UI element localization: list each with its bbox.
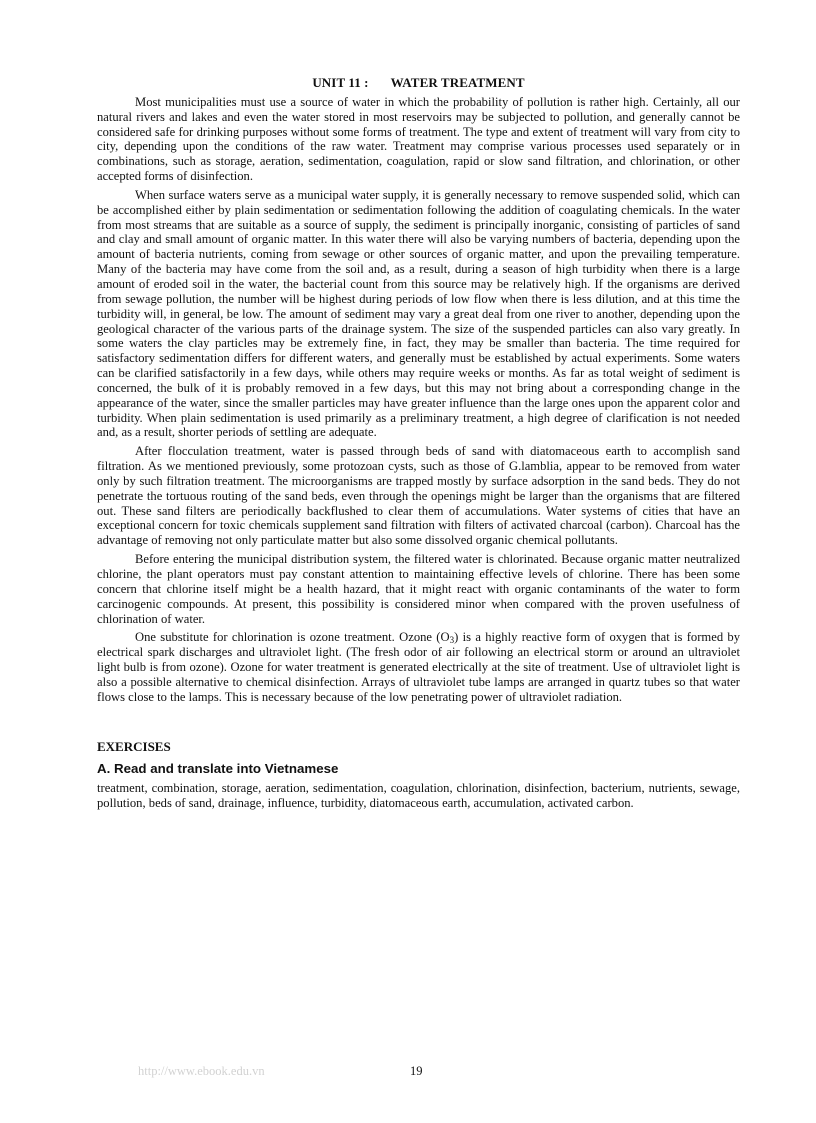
exercise-a-title: A. Read and translate into Vietnamese (97, 761, 339, 777)
paragraph-2: When surface waters serve as a municipal water supply, it is generally necessary to remove suspended solid, which can be accomplished either by plain sedimentation or sedimentation following the addition of coagulating chemicals. In the water from most streams that are suitable as a source of supply, the sediment is principally inorganic, consisting of particles of sand and clay and small amount of organic matter. In this water there will also be varying numbers of bacteria, depending upon the amount of bacteria nutrients, coming from sewage or other sources of organic matter, and upon the prevailing temperature. Many of the bacteria may have come from the soil and, as a result, during a season of high turbidity when there is a large amount of eroded soil in the water, the bacterial count from this source may be relatively high. If the organisms are derived from sewage pollution, the number will be highest during periods of low flow when there is less dilution, and at this time the turbidity will, in general, be low. The amount of sediment may vary a great deal from one river to another, depending upon the geological character of the various parts of the drainage system. The size of the suspended particles can also vary greatly. In some waters the clay particles may be extremely fine, in fact, they may be smaller than bacteria. The time required for satisfactory sedimentation differs for different waters, and generally must be established by actual experiments. Some waters can be clarified satisfactorily in a few days, while others may require weeks or months. As far as total weight of sediment is concerned, the bulk of it is probably removed in a few days, but this may not bring about a corresponding change in the appearance of the water, since the smaller particles may have greater influence than the large ones upon the apparent color and turbidity. When plain sedimentation is used primarily as a preliminary treatment, a high degree of clarification is not needed and, as a result, shorter periods of settling are adequate. (97, 187, 740, 440)
document-page (97, 76, 740, 811)
ozone-subscript: 3 (449, 635, 455, 646)
ozone-text-after: ) is a highly reactive form of oxygen that is formed by electrical spark discharges and ultraviolet light. (The fresh odor of air following an electrical storm or around an ultraviolet light bulb is from ozone). Ozone for water treatment is generated electrically at the site of treatment. Use of ultraviolet light is also a possible alternative to chemical disinfection. Arrays of ultraviolet tube lamps are arranged in quartz tubes so that water flows close to the lamps. This is necessary because of the low penetrating power of ultraviolet radiation. (97, 630, 741, 704)
footer-watermark-url: http://www.ebook.edu.vn (138, 1064, 265, 1078)
exercises-heading: EXERCISES (97, 738, 171, 754)
page-number: 19 (410, 1064, 423, 1078)
unit-heading: WATER TREATMENT (390, 75, 525, 90)
ozone-text-before: One substitute for chlorination is ozone treatment. Ozone (O (135, 630, 450, 645)
unit-title (97, 76, 740, 91)
paragraph-1: Most municipalities must use a source of water in which the probability of pollution is rather high. Certainly, all our natural rivers and lakes and even the water stored in most reservoirs may be subjected to pollution, and generally cannot be considered safe for drinking purposes without some forms of treatment. The type and extent of treatment will vary from city to city, depending upon the conditions of the raw water. Treatment may comprise various processes used separately or in combinations, such as storage, aeration, sedimentation, coagulation, rapid or slow sand filtration, and chlorination, or other accepted forms of disinfection. (97, 94, 740, 184)
paragraph-5-ozone (97, 630, 740, 704)
paragraph-3: After flocculation treatment, water is passed through beds of sand with diatomaceous earth to accomplish sand filtration. As we mentioned previously, some protozoan cysts, such as those of G.lamblia, appear to be removed from water only by such filtration treatment. The microorganisms are trapped mostly by surface adsorption in the sand beds. They do not penetrate the tortuous routing of the sand beds, even through the openings might be larger than the organisms that are filtered out. These sand filters are periodically backflushed to clear them of accumulations. Water systems of cities that have an exceptional concern for toxic chemicals supplement sand filtration with filters of activated charcoal (carbon). Charcoal has the advantage of removing not only particulate matter but also some dissolved organic chemical pollutants. (97, 444, 740, 548)
exercise-a-vocabulary: treatment, combination, storage, aeration, sedimentation, coagulation, chlorination, disinfection, bacterium, nutrients, sewage, pollution, beds of sand, drainage, influence, turbidity, diatomaceous earth, accumulation, activated carbon. (97, 781, 740, 811)
paragraph-4: Before entering the municipal distribution system, the filtered water is chlorinated. Because organic matter neutralized chlorine, the plant operators must pay constant attention to maintaining effective levels of chlorine. There has been some concern that chlorine itself might be a health hazard, that it might react with organic contaminants of the water to form carcinogenic compounds. At present, this possibility is considered minor when compared with the proven usefulness of chlorination of water. (97, 552, 740, 626)
unit-label: UNIT 11 : (312, 75, 369, 90)
